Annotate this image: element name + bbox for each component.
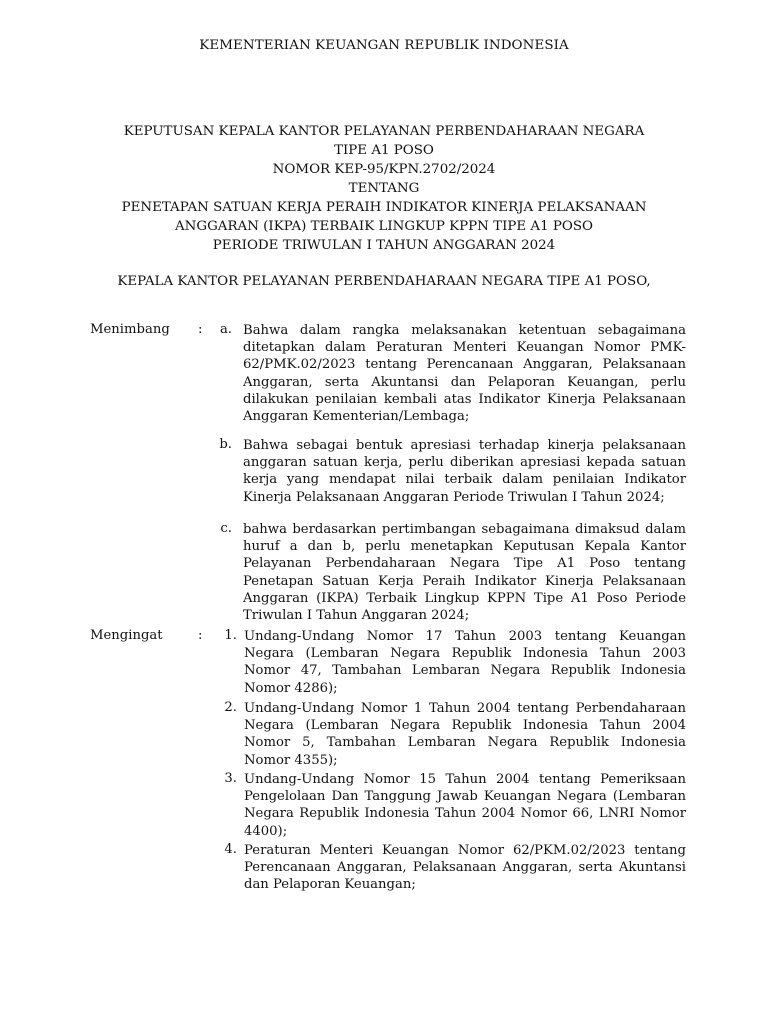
- item-marker: 4.: [224, 842, 237, 857]
- decree-title-line-1: KEPUTUSAN KEPALA KANTOR PELAYANAN PERBENDAHARAAN NEGARA: [123, 124, 645, 139]
- item-marker: 1.: [224, 628, 237, 643]
- decree-title-block: [60, 122, 708, 255]
- item-marker: b.: [219, 437, 232, 452]
- decree-about: TENTANG: [348, 181, 420, 196]
- item-marker: 3.: [224, 771, 237, 786]
- item-text: Undang-Undang Nomor 17 Tahun 2003 tentang Keuangan Negara (Lembaran Negara Republik Indonesia Tahun 2003 Nomor 47, Tambahan Lembaran Negara Republik Indonesia Nomor 4286);: [244, 629, 686, 696]
- item-marker: c.: [220, 521, 232, 536]
- item-text: Bahwa dalam rangka melaksanakan ketentuan sebagaimana ditetapkan dalam Peraturan Menteri Keuangan Nomor PMK-62/PMK.02/2023 tentang Perencanaan Anggaran, Pelaksanaan Anggaran, serta Akuntansi dan Pelaporan Keuangan, perlu dilakukan penilaian kembali atas Indikator Kinerja Pelaksanaan Anggaran Kementerian/Lembaga;: [243, 323, 686, 425]
- ministry-header: KEMENTERIAN KEUANGAN REPUBLIK INDONESIA: [199, 38, 569, 53]
- item-text: Undang-Undang Nomor 15 Tahun 2004 tentang Pemeriksaan Pengelolaan Dan Tanggung Jawab Keuangan Negara (Lembaran Negara Republik Indonesia Tahun 2004 Nomor 66, LNRI Nomor 4400);: [244, 772, 686, 839]
- mengingat-colon: :: [198, 628, 203, 643]
- item-text: Peraturan Menteri Keuangan Nomor 62/PKM.02/2023 tentang Perencanaan Anggaran, Pelaksanaan Anggaran, serta Akuntansi dan Pelaporan Keuangan;: [244, 843, 686, 893]
- mengingat-label: Mengingat: [90, 628, 163, 643]
- issuing-official: KEPALA KANTOR PELAYANAN PERBENDAHARAAN NEGARA TIPE A1 POSO,: [117, 274, 651, 289]
- decree-subject-line-3: PERIODE TRIWULAN I TAHUN ANGGARAN 2024: [212, 238, 556, 253]
- item-text: bahwa berdasarkan pertimbangan sebagaimana dimaksud dalam huruf a dan b, perlu menetapkan Keputusan Kepala Kantor Pelayanan Perbendaharaan Negara Tipe A1 Poso tentang Penetapan Satuan Kerja Peraih Indikator Kinerja Pelaksanaan Anggaran (IKPA) Terbaik Lingkup KPPN Tipe A1 Poso Periode Triwulan I Tahun Anggaran 2024;: [243, 522, 686, 624]
- decree-subject-line-1: PENETAPAN SATUAN KERJA PERAIH INDIKATOR KINERJA PELAKSANAAN: [121, 200, 647, 215]
- item-text: Bahwa sebagai bentuk apresiasi terhadap kinerja pelaksanaan anggaran satuan kerja, perlu diberikan apresiasi kepada satuan kerja yang mendapat nilai terbaik dalam penilaian Indikator Kinerja Pelaksanaan Anggaran Periode Triwulan I Tahun 2024;: [243, 438, 686, 505]
- menimbang-label: Menimbang: [90, 322, 170, 337]
- decree-number: NOMOR KEP-95/KPN.2702/2024: [272, 162, 496, 177]
- item-text: Undang-Undang Nomor 1 Tahun 2004 tentang Perbendaharaan Negara (Lembaran Negara Republik Indonesia Tahun 2004 Nomor 5, Tambahan Lembaran Negara Republik Indonesia Nomor 4355);: [244, 701, 686, 768]
- item-marker: a.: [219, 322, 232, 337]
- menimbang-colon: :: [198, 322, 203, 337]
- decree-title-line-2: TIPE A1 POSO: [334, 143, 434, 158]
- item-marker: 2.: [224, 700, 237, 715]
- decree-subject-line-2: ANGGARAN (IKPA) TERBAIK LINGKUP KPPN TIPE A1 POSO: [175, 219, 593, 234]
